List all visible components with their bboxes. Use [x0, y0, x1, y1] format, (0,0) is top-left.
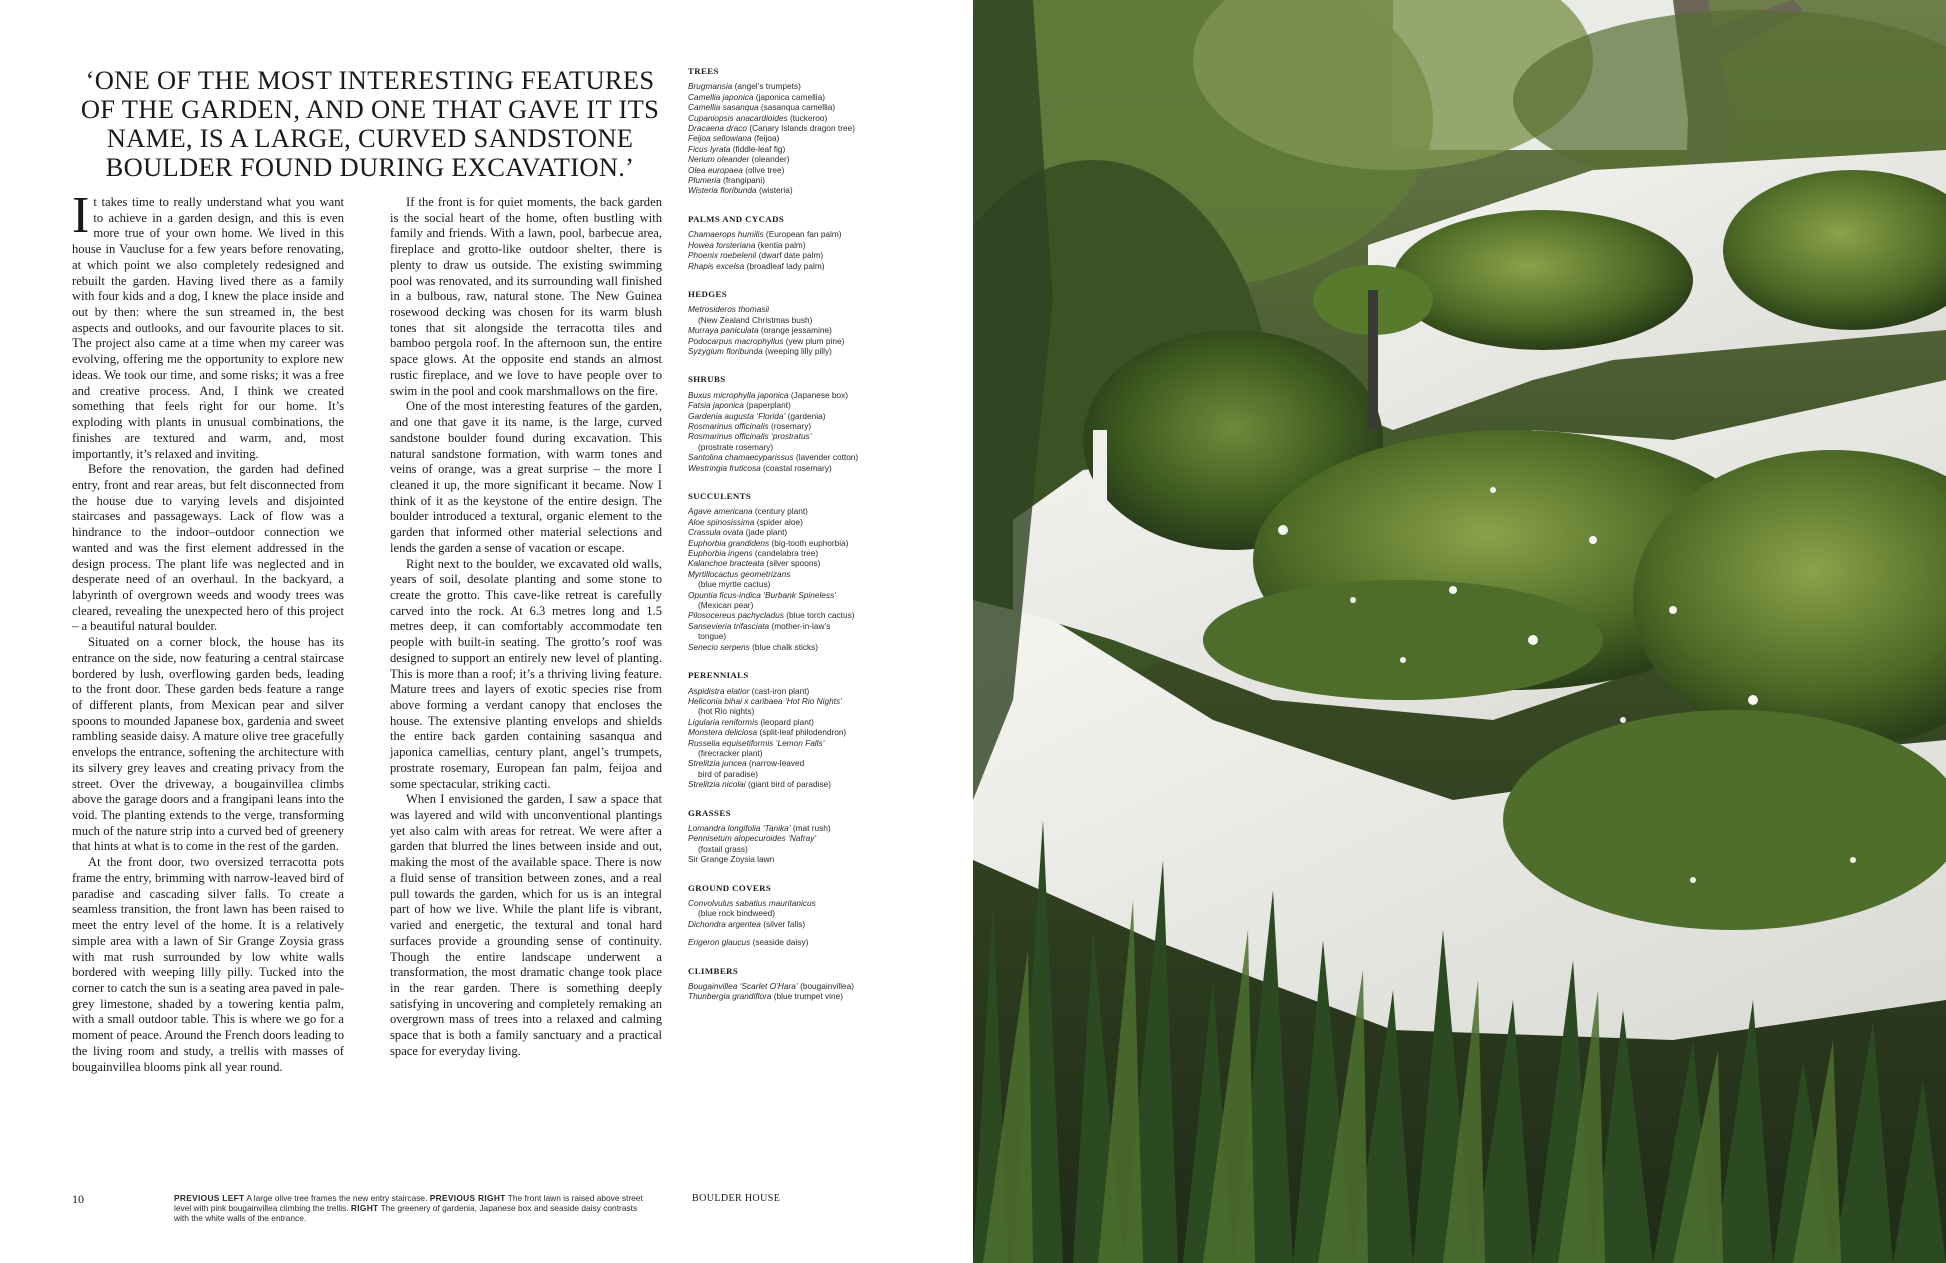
plant-common-name: (weeping lilly pilly) — [762, 345, 832, 356]
plant-entry — [688, 833, 928, 843]
plant-entry — [688, 706, 928, 716]
plant-species: Dracaena draco — [688, 123, 748, 134]
plant-entry — [688, 738, 928, 748]
caption-label: RIGHT — [350, 1203, 379, 1214]
plant-entry — [688, 304, 928, 314]
plant-common-name: (blue torch cactus) — [783, 610, 855, 621]
caption-text: The front lawn is raised above street level with pink bougainvillea climbing the trellis. — [174, 1193, 643, 1214]
plant-entry — [688, 779, 928, 789]
plant-section — [688, 883, 928, 948]
plant-common-name: (blue trumpet vine) — [771, 991, 843, 1002]
plant-entry — [688, 590, 928, 600]
plant-common-name: (jade plant) — [743, 527, 788, 538]
plant-common-name: (rosemary) — [768, 420, 812, 431]
plant-common-name: Sir Grange Zoysia lawn — [688, 854, 775, 865]
plant-species: Wisteria floribunda — [688, 185, 757, 196]
plant-species: Kalanchoe bracteata — [688, 558, 765, 569]
plant-common-name: (paperplant) — [743, 400, 791, 411]
plant-common-name: (narrow-leaved — [746, 758, 805, 769]
plant-common-name: (cast-iron plant) — [749, 685, 810, 696]
plant-entry — [688, 113, 928, 123]
plant-species: Aspidistra elatior — [688, 685, 750, 696]
plant-common-name: (dwarf date palm) — [756, 250, 824, 261]
plant-entry — [688, 758, 928, 768]
plant-common-name: (firecracker plant) — [698, 747, 763, 758]
plant-section-heading: HEDGES — [688, 288, 728, 299]
plant-species: Olea europaea — [688, 164, 743, 175]
plant-common-name: (coastal rosemary) — [760, 462, 832, 473]
plant-section-heading: SHRUBS — [688, 374, 726, 385]
plant-entry — [688, 823, 928, 833]
plant-species: Metrosideros thomasii — [688, 304, 770, 315]
plant-common-name: (feijoa) — [751, 133, 780, 144]
plant-species: Howea forsteriana — [688, 239, 756, 250]
body-column-2 — [390, 195, 662, 1060]
plant-species: Opuntia ficus-indica ‘Burbank Spineless’ — [688, 589, 837, 600]
plant-common-name: (frangipani) — [720, 175, 766, 186]
plant-entry — [688, 123, 928, 133]
plant-entry — [688, 442, 928, 452]
page-number: 10 — [72, 1192, 84, 1206]
plant-entry — [688, 991, 928, 1001]
plant-common-name: (silver falls) — [760, 918, 806, 929]
plant-section — [688, 808, 928, 865]
plant-entry — [688, 144, 928, 154]
plant-common-name: (split-leaf philodendron) — [757, 727, 847, 738]
plant-common-name: (leopard plant) — [758, 716, 814, 727]
plant-common-name: (spider aloe) — [754, 516, 803, 527]
paragraph: At the front door, two oversized terracotta pots frame the entry, brimming with narrow-leaved bird of paradise and cascading silver falls. To create a seamless transition, the front lawn has been raised to meet the entry level of the home. It is a relatively simple area with a lawn of Sir Grange Zoysia grass with mat rush surrounded by low white walls bordered with weeping lilly pilly. Tucked into the corner to catch the sun is a seating area paved in pale-grey limestone, shaded by a towering kentia palm, with a small outdoor table. This is where we go for a moment of peace. Around the French doors leading to the living room and study, a trellis with masses of bougainvillea blooms pink all year round. — [72, 855, 344, 1074]
plant-species: Euphorbia ingens — [688, 548, 753, 559]
plant-entry — [688, 579, 928, 589]
plant-common-name: (foxtail grass) — [698, 843, 748, 854]
paragraph — [72, 187, 344, 462]
plant-species: Rosmarinus officinalis — [688, 420, 769, 431]
plant-common-name: (blue chalk sticks) — [749, 641, 819, 652]
plant-entry — [688, 240, 928, 250]
plant-entry — [688, 919, 928, 929]
plant-entry — [688, 463, 928, 473]
plant-entry — [688, 154, 928, 164]
plant-entry — [688, 686, 928, 696]
plant-species: Convolvulus sabatius mauritanicus — [688, 898, 816, 908]
pull-quote: ‘ONE OF THE MOST INTERESTING FEATURES OF THE GARDEN, AND ONE THAT GAVE IT ITS NAME, IS A LARGE, CURVED SANDSTONE BOULDER FOUND DURING EXCAVATION.’ — [80, 65, 660, 182]
plant-entry — [688, 908, 928, 918]
plant-species: Buxus microphylla japonica — [688, 389, 789, 400]
plant-species: Agave americana — [688, 506, 753, 517]
plant-common-name: (Japanese box) — [788, 389, 849, 400]
plant-species: Phoenix roebelenii — [688, 250, 757, 261]
paragraph: Right next to the boulder, we excavated old walls, years of soil, desolate planting and some stone to create the grotto. This cave-like retreat is carefully carved into the rock. At 6.3 metres long and 1.5 metres deep, it can comfortably accommodate ten people with built-in seating. The grotto’s roof was designed to support an entirely new level of planting. This is more than a roof; it’s a thriving living feature. Mature trees and layers of exotic species rise from above forming a verdant canopy that encloses the house. The extensive planting envelops and shields the entire back garden containing sasanqua and japonica camellias, century plant, angel’s trumpets, prostrate rosemary, European fan palm, feijoa and some spectacular, striking cacti. — [390, 556, 662, 791]
plant-species: Monstera deliciosa — [688, 727, 758, 738]
plant-entry — [688, 527, 928, 537]
plant-entry — [688, 92, 928, 102]
plant-common-name: (wisteria) — [756, 185, 793, 196]
plant-species: Russelia equisetiformis ‘Lemon Falls’ — [688, 737, 825, 748]
body-column-1 — [72, 187, 344, 1075]
plant-species: Aloe spinosissima — [688, 516, 755, 527]
plant-entry — [688, 390, 928, 400]
plant-entry — [688, 133, 928, 143]
plant-section-heading: GROUND COVERS — [688, 882, 772, 893]
caption-text: A large olive tree frames the new entry staircase. — [244, 1193, 430, 1203]
plant-common-name: (mat rush) — [790, 822, 831, 833]
plant-entry — [688, 506, 928, 516]
photo-caption — [174, 1193, 652, 1224]
caption-label: PREVIOUS RIGHT — [429, 1193, 506, 1203]
plant-common-name: (prostrate rosemary) — [698, 441, 774, 452]
plant-species: Brugmansia — [688, 81, 733, 92]
plant-section — [688, 966, 928, 1002]
plant-list-sidebar — [688, 66, 928, 1020]
plant-common-name: (blue myrtle cactus) — [698, 579, 771, 590]
plant-entry — [688, 538, 928, 548]
plant-entry — [688, 411, 928, 421]
plant-common-name: (silver spoons) — [764, 558, 821, 569]
plant-entry — [688, 981, 928, 991]
plant-entry — [688, 898, 928, 908]
plant-species: Rhapis excelsa — [688, 260, 745, 271]
plant-section-heading: PERENNIALS — [688, 670, 749, 681]
plant-common-name: (hot Rio nights) — [698, 706, 755, 717]
plant-common-name: (blue rock bindweed) — [698, 908, 776, 919]
plant-common-name: (lavender cotton) — [793, 452, 859, 463]
plant-common-name: (fiddle-leaf fig) — [730, 143, 786, 154]
plant-common-name: (oleander) — [749, 154, 790, 165]
plant-common-name: (candelabra tree) — [752, 548, 819, 559]
plant-species: Feijoa sellowiana — [688, 133, 752, 144]
plant-entry — [688, 748, 928, 758]
plant-species: Heliconia bihai x caribaea ‘Hot Rio Nights’ — [688, 695, 843, 706]
plant-common-name: (kentia palm) — [755, 239, 806, 250]
plant-entry — [688, 610, 928, 620]
plant-entry — [688, 250, 928, 260]
plant-entry — [688, 325, 928, 335]
plant-species: Senecio serpens — [688, 641, 750, 652]
plant-common-name: (gardenia) — [785, 410, 826, 421]
plant-common-name: (Mexican pear) — [698, 600, 754, 611]
plant-common-name: (japonica camellia) — [753, 91, 825, 102]
plant-species: Chamaerops humilis — [688, 229, 764, 240]
plant-entry — [688, 621, 928, 631]
plant-species: Rosmarinus officinalis ‘prostratus’ — [688, 431, 812, 442]
plant-species: Camellia japonica — [688, 91, 754, 102]
plant-section-heading: PALMS AND CYCADS — [688, 213, 785, 224]
plant-entry — [688, 102, 928, 112]
plant-entry — [688, 421, 928, 431]
plant-entry — [688, 548, 928, 558]
plant-entry — [688, 517, 928, 527]
plant-species: Lomandra longifolia ‘Tanika’ — [688, 822, 791, 833]
paragraph: Before the renovation, the garden had defined entry, front and rear areas, but felt disconnected from the house due to varying levels and disjointed staircases and passageways. Lack of flow was a hindrance to the indoor–outdoor connection we wanted and was the first element addressed in the design process. The plant life was neglected and in desperate need of an overhaul. In the backyard, a labyrinth of overgrown weeds and woody trees was cleared, revealing the unexpected hero of this project – a beautiful natural boulder. — [72, 462, 344, 634]
plant-species: Syzygium floribunda — [688, 345, 763, 356]
plant-species: Fatsia japonica — [688, 400, 744, 411]
plant-entry — [688, 400, 928, 410]
plant-entry — [688, 315, 928, 325]
plant-common-name: (angel’s trumpets) — [732, 81, 801, 92]
plant-common-name: (sasanqua camellia) — [758, 102, 836, 113]
plant-entry — [688, 336, 928, 346]
plant-species: Sansevieria trifasciata — [688, 620, 770, 631]
plant-section-heading: CLIMBERS — [688, 965, 739, 976]
plant-species: Erigeron glaucus — [688, 937, 751, 948]
plant-section-heading: GRASSES — [688, 807, 731, 818]
plant-species: Plumeria — [688, 175, 721, 186]
plant-section — [688, 491, 928, 652]
plant-entry — [688, 185, 928, 195]
plant-common-name: (broadleaf lady palm) — [744, 260, 825, 271]
plant-entry — [688, 261, 928, 271]
plant-species: Murraya paniculata — [688, 325, 759, 336]
garden-photo — [973, 0, 1946, 1263]
plant-species: Nerium oleander — [688, 154, 750, 165]
paragraph: If the front is for quiet moments, the back garden is the social heart of the home, often bustling with family and friends. With a lawn, pool, barbecue area, fireplace and grotto-like outdoor shelter, there is plenty to draw us outside. The existing swimming pool was renovated, and its surrounding wall finished in a bulbous, raw, natural stone. The New Guinea rosewood decking was chosen for its warm blush tones that sit alongside the terracotta tiles and bamboo pergola roof. In the afternoon sun, the entire space glows. At the opposite end stands an almost rustic fireplace, and we love to have people over to swim in the pool and cook marshmallows on the fire. — [390, 195, 662, 398]
plant-species: Strelitzia juncea — [688, 758, 747, 769]
plant-section — [688, 670, 928, 789]
plant-entry — [688, 431, 928, 441]
caption-label: PREVIOUS LEFT — [174, 1193, 245, 1203]
plant-entry — [688, 769, 928, 779]
plant-section — [688, 289, 928, 356]
plant-common-name: (orange jessamine) — [758, 325, 832, 336]
plant-species: Ligularia reniformis — [688, 716, 759, 727]
caption-text: The greenery of gardenia, Japanese box and seaside daisy contrasts with the white walls of the entrance. — [174, 1203, 638, 1224]
plant-species: Westringia fruticosa — [688, 462, 761, 473]
plant-section — [688, 214, 928, 271]
plant-section-heading: SUCCULENTS — [688, 491, 752, 501]
plant-common-name: (mother-in-law’s — [769, 620, 831, 631]
plant-common-name: (European fan palm) — [763, 229, 842, 240]
plant-species: Santolina chamaecyparissus — [688, 452, 794, 463]
plant-entry — [688, 81, 928, 91]
plant-entry — [688, 937, 928, 947]
plant-species: Camellia sasanqua — [688, 102, 759, 113]
plant-common-name: (big-tooth euphorbia) — [769, 537, 849, 548]
plant-entry — [688, 854, 928, 864]
plant-entry — [688, 727, 928, 737]
drop-cap: I — [72, 187, 90, 244]
plant-species: Myrtillocactus geometrizans — [688, 568, 791, 579]
plant-common-name: (giant bird of paradise) — [745, 779, 831, 790]
paragraph-text: t takes time to really understand what you want to achieve in a garden design, and this is even more true of your own home. We lived in this house in Vaucluse for a few years before renovating, at which point we also completely redesigned and rebuilt the garden. Having lived there as a family with four kids and a dog, I knew the place inside and out by then: where the sun streamed in, the best aspects and outlooks, and our favourite places to sit. The project also came at a time when my career was evolving, offering me the opportunity to explore new ideas. We took our time, and some risks; it was a free and creative process. And, I think we created something that feels right for our home. It’s exploding with plants in unusual combinations, the finishes are textured and warm, and, most importantly, it’s relaxed and inviting. — [72, 195, 344, 461]
plant-common-name: (bougainvillea) — [797, 981, 855, 992]
paragraph: When I envisioned the garden, I saw a space that was layered and wild with unconventional plantings yet also calm with areas for retreat. We were after a garden that blurred the lines between inside and out, making the most of the available space. There is now a fluid sense of transition between zones, and a real pull towards the garden, which for us is an integral part of how we live. While the plant life is vibrant, varied and energetic, the textural and tonal hard surfaces provide a grounding sense of continuity. Though the entire landscape underwent a transformation, the most dramatic change took place in the rear garden. There is something deeply satisfying in uncovering and completely remaking an overgrown mass of trees into a relaxed and calming space that is both a family sanctuary and a practical space for everyday living. — [390, 792, 662, 1058]
plant-species: Pilosocereus pachycladus — [688, 610, 784, 621]
plant-common-name: (seaside daisy) — [750, 937, 809, 948]
plant-common-name: (Canary Islands dragon tree) — [747, 123, 855, 134]
plant-species: Bougainvillea ‘Scarlet O’Hara’ — [688, 981, 798, 992]
plant-section — [688, 66, 928, 196]
plant-entry — [688, 165, 928, 175]
plant-section — [688, 374, 928, 473]
plant-common-name: tongue) — [698, 631, 727, 642]
plant-entry — [688, 229, 928, 239]
plant-species: Thunbergia grandiflora — [688, 991, 772, 1002]
plant-entry — [688, 631, 928, 641]
running-footer: BOULDER HOUSE — [692, 1193, 781, 1204]
plant-species: Strelitzia nicolai — [688, 779, 746, 790]
plant-common-name: (tuckeroo) — [787, 112, 828, 123]
plant-entry — [688, 346, 928, 356]
plant-common-name: (New Zealand Christmas bush) — [698, 314, 813, 325]
plant-common-name: (olive tree) — [742, 164, 785, 175]
plant-species: Ficus lyrata — [688, 143, 731, 154]
plant-entry — [688, 600, 928, 610]
plant-species: Euphorbia grandidens — [688, 537, 770, 548]
plant-entry — [688, 844, 928, 854]
plant-common-name: (yew plum pine) — [783, 335, 845, 346]
plant-entry — [688, 175, 928, 185]
plant-species: Gardenia augusta ‘Florida’ — [688, 410, 786, 421]
plant-species: Podocarpus macrophyllus — [688, 335, 784, 346]
plant-common-name: bird of paradise) — [698, 768, 758, 779]
plant-species: Crassula ovata — [688, 527, 744, 538]
plant-species: Cupaniopsis anacardioides — [688, 112, 788, 123]
plant-species: Dichondra argentea — [688, 918, 761, 929]
paragraph: Situated on a corner block, the house has its entrance on the side, now featuring a central staircase bordered by lush, overflowing garden beds, leading to the front door. These garden beds feature a range of different plants, from Mexican pear and silver spoons to mounded Japanese box, gardenia and sweet rambling seaside daisy. A mature olive tree gracefully envelops the entrance, softening the architecture with its silvery grey leaves and creating privacy from the street. Over the driveway, a bougainvillea climbs above the garage doors and a frangipani leans into the void. The planting extends to the verge, transforming much of the nature strip into a curved bed of greenery that hints at what is to come in the rest of the garden. — [72, 635, 344, 854]
plant-entry — [688, 452, 928, 462]
plant-entry — [688, 642, 928, 652]
plant-species: Pennisetum alopecuroides ‘Nafray’ — [688, 833, 817, 844]
plant-section-heading: TREES — [688, 66, 719, 76]
plant-entry — [688, 558, 928, 568]
plant-entry — [688, 696, 928, 706]
paragraph: One of the most interesting features of the garden, and one that gave it its name, is the large, curved sandstone boulder found during excavation. This natural sandstone formation, with warm tones and veins of orange, was a great surprise – the more I cleaned it up, the more significant it became. Now I think of it as the keystone of the entire design. The boulder introduced a textural, organic element to the garden that informed other material selections and lends the garden a sense of vacation or escape. — [390, 399, 662, 555]
plant-common-name: (century plant) — [752, 506, 808, 517]
plant-entry — [688, 717, 928, 727]
plant-entry — [688, 569, 928, 579]
